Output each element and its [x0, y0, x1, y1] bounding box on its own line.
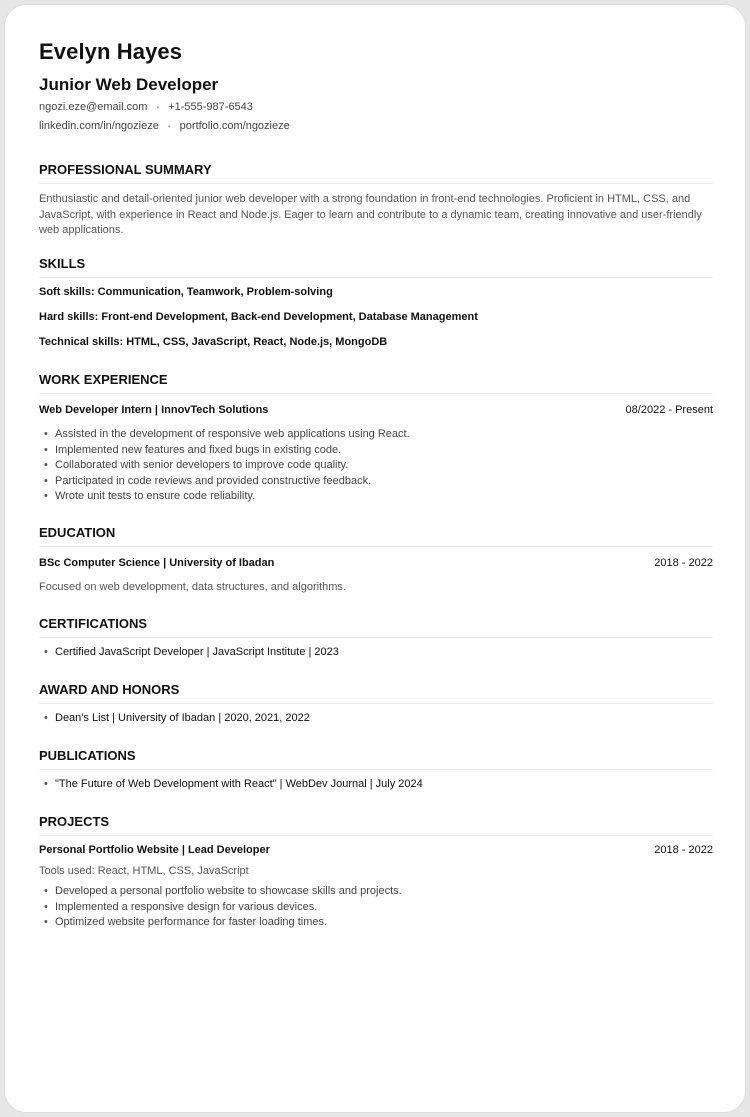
list-item: • Dean's List | University of Ibadan | 2020, 2021, 2022 [39, 711, 713, 727]
linkedin-link[interactable]: linkedin.com/in/ngozieze [39, 120, 159, 132]
technical-skills: Technical skills: HTML, CSS, JavaScript, React, Node.js, MongoDB [39, 336, 388, 348]
list-item: • Implemented new features and fixed bugs in existing code. [39, 443, 713, 459]
experience-date: 08/2022 - Present [625, 404, 713, 416]
list-item: • Developed a personal portfolio website to showcase skills and projects. [39, 884, 713, 900]
section-divider [39, 769, 713, 770]
section-divider [39, 183, 713, 184]
experience-entry-header [39, 403, 713, 418]
summary-text: Enthusiastic and detail-oriented junior web developer with a strong foundation in front-end technologies. Proficient in HTML, CSS, and JavaScript, with experience in React and Node.js. Eager to learn and contribute to a dynamic team, creating innovative and user-friendly web applications. [39, 193, 702, 236]
education-title: BSc Computer Science | University of Ibadan [39, 557, 275, 569]
section-heading: PUBLICATIONS [39, 748, 136, 763]
section-work-experience [39, 370, 713, 505]
section-education [39, 523, 713, 595]
project-tools: Tools used: React, HTML, CSS, JavaScript [39, 865, 249, 877]
section-divider [39, 277, 713, 278]
section-divider [39, 393, 713, 394]
section-divider [39, 703, 713, 704]
publications-list [39, 777, 713, 793]
list-item: • Optimized website performance for faster loading times. [39, 915, 713, 931]
section-divider [39, 546, 713, 547]
section-heading: CERTIFICATIONS [39, 616, 148, 631]
soft-skills: Soft skills: Communication, Teamwork, Problem-solving [39, 286, 333, 298]
project-title: Personal Portfolio Website | Lead Developer [39, 844, 270, 856]
portfolio-link[interactable]: portfolio.com/ngozieze [179, 120, 290, 132]
section-projects [39, 812, 713, 931]
experience-bullets [39, 427, 713, 505]
job-title: Junior Web Developer [39, 75, 219, 94]
hard-skills: Hard skills: Front-end Development, Back-end Development, Database Management [39, 311, 478, 323]
section-heading: WORK EXPERIENCE [39, 372, 168, 387]
experience-title: Web Developer Intern | InnovTech Solutions [39, 404, 269, 416]
section-publications [39, 746, 713, 793]
education-description: Focused on web development, data structures, and algorithms. [39, 581, 346, 593]
resume-page [4, 4, 746, 1113]
awards-list [39, 711, 713, 727]
section-heading: PROFESSIONAL SUMMARY [39, 162, 212, 177]
candidate-name: Evelyn Hayes [39, 39, 183, 64]
section-heading: AWARD AND HONORS [39, 682, 180, 697]
phone-number[interactable]: +1-555-987-6543 [168, 101, 253, 113]
section-divider [39, 835, 713, 836]
separator-dot: • [167, 121, 171, 131]
section-heading: PROJECTS [39, 814, 110, 829]
section-summary [39, 160, 713, 239]
list-item: • "The Future of Web Development with React" | WebDev Journal | July 2024 [39, 777, 713, 793]
project-bullets [39, 884, 713, 931]
contact-row-2 [39, 120, 290, 132]
section-heading: SKILLS [39, 256, 86, 271]
section-certifications [39, 614, 713, 661]
education-date: 2018 - 2022 [654, 557, 713, 569]
list-item: • Collaborated with senior developers to improve code quality. [39, 458, 713, 474]
list-item: • Certified JavaScript Developer | JavaScript Institute | 2023 [39, 645, 713, 661]
list-item: • Assisted in the development of responsive web applications using React. [39, 427, 713, 443]
list-item: • Implemented a responsive design for various devices. [39, 900, 713, 916]
section-divider [39, 637, 713, 638]
project-date: 2018 - 2022 [654, 844, 713, 856]
email-link[interactable]: ngozi.eze@email.com [39, 101, 148, 113]
certifications-list [39, 645, 713, 661]
section-skills [39, 254, 713, 350]
contact-row-1 [39, 101, 253, 113]
project-entry-header [39, 843, 713, 858]
section-awards [39, 680, 713, 727]
separator-dot: • [156, 102, 160, 112]
list-item: • Wrote unit tests to ensure code reliability. [39, 489, 713, 505]
section-heading: EDUCATION [39, 525, 116, 540]
education-entry-header [39, 556, 713, 571]
list-item: • Participated in code reviews and provided constructive feedback. [39, 474, 713, 490]
